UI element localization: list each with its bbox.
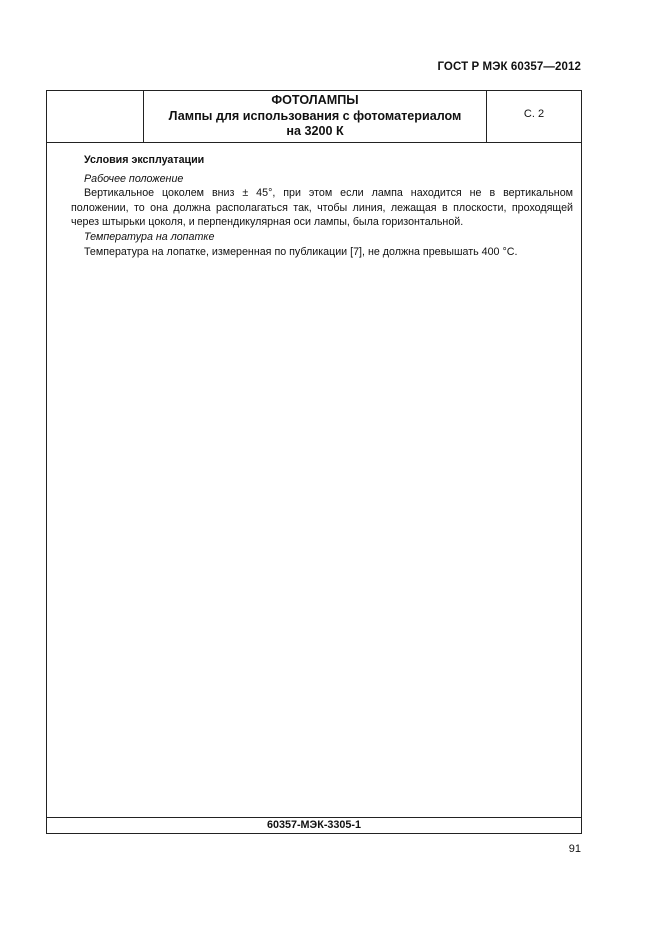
header-sheet-number: С. 2 (486, 91, 581, 142)
standard-code: ГОСТ Р МЭК 60357—2012 (437, 61, 581, 73)
header-title-line-2: Лампы для использования с фотоматериалом (168, 108, 462, 123)
subsection-heading-pinch-temperature: Температура на лопатке (84, 230, 215, 243)
sheet-code-footer: 60357-МЭК-3305-1 (47, 817, 581, 833)
subsection-text-operating-position: Вертикальное цоколем вниз ± 45°, при этом если лампа находится не в вертикальном положении, то она должна располагаться так, чтобы линия, лежащая в плоскости, проходящей через штырьки цоколя, и перпендикулярная оси лампы, была горизонтальной. (71, 187, 573, 229)
header-title-line-1: ФОТОЛАМПЫ (271, 93, 359, 107)
subsection-heading-operating-position: Рабочее положение (84, 172, 184, 185)
datasheet-frame (46, 90, 582, 834)
header-title-line-3: на 3200 К (286, 124, 344, 138)
datasheet-header (47, 91, 581, 143)
datasheet-body (47, 143, 581, 259)
header-title (144, 91, 486, 142)
section-title: Условия эксплуатации (84, 154, 205, 166)
header-empty-cell (47, 91, 144, 142)
subsection-text-pinch-temperature: Температура на лопатке, измеренная по публикации [7], не должна превышать 400 °С. (84, 245, 518, 258)
page-number: 91 (568, 843, 581, 855)
